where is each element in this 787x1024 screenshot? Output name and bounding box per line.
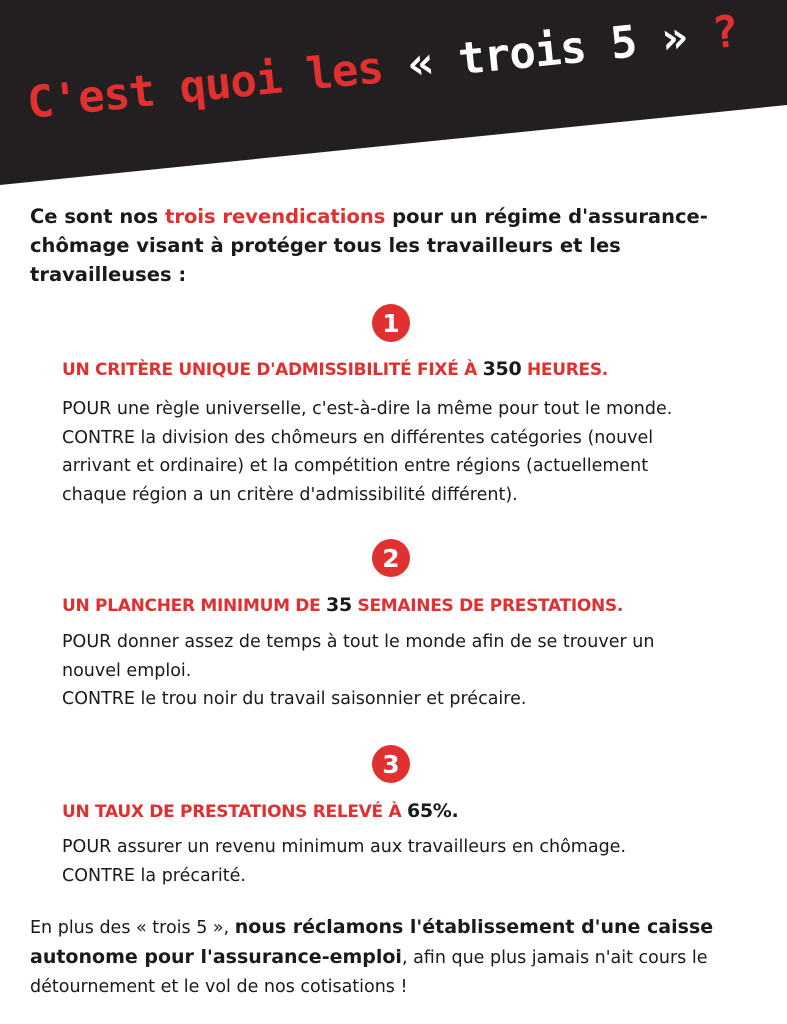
intro-paragraph (30, 202, 760, 289)
heading-value: 35 (326, 594, 352, 616)
heading-text: UN TAUX DE PRESTATIONS RELEVÉ À (62, 802, 407, 822)
heading-text: UN CRITÈRE UNIQUE D'ADMISSIBILITÉ FIXÉ À (62, 360, 483, 380)
heading-value: 350 (482, 358, 522, 380)
title-part2: « trois 5 » (405, 11, 690, 91)
closing-before: En plus des « trois 5 », (30, 918, 235, 938)
body-line: POUR une règle universelle, c'est-à-dire la même pour tout le monde. (62, 399, 673, 419)
section-heading (62, 594, 623, 616)
heading-text: UN PLANCHER MINIMUM DE (62, 596, 327, 616)
body-line: nouvel emploi. (62, 660, 192, 681)
section-body (62, 628, 762, 714)
body-line: chaque région a un critère d'admissibilité différent). (62, 484, 518, 505)
section-heading (62, 358, 608, 380)
body-line: CONTRE la précarité. (62, 865, 246, 886)
closing-bold: nous réclamons l'établissement d'une caisse autonome pour l'assurance-emploi (30, 916, 714, 968)
closing-paragraph (30, 913, 765, 1002)
title-part1: C'est quoi les (24, 42, 386, 129)
intro-highlight: trois revendications (165, 205, 386, 228)
section-number-badge: 3 (372, 745, 410, 783)
heading-text: SEMAINES DE PRESTATIONS. (351, 596, 624, 616)
heading-text: HEURES. (521, 360, 608, 380)
body-line: CONTRE la division des chômeurs en différentes catégories (nouvel (62, 427, 654, 448)
body-line: arrivant et ordinaire) et la compétition entre régions (actuellement (62, 456, 649, 476)
section-number-badge: 2 (372, 539, 410, 577)
closing-after: , afin que plus jamais n'ait cours le détournement et le vol de nos cotisations ! (30, 948, 708, 997)
heading-value: 65%. (406, 800, 459, 822)
section-body (62, 395, 762, 509)
section-body (62, 833, 762, 890)
body-line: POUR assurer un revenu minimum aux travailleurs en chômage. (62, 837, 627, 857)
section-number-badge: 1 (372, 304, 410, 342)
intro-before: Ce sont nos (30, 205, 165, 228)
body-line: POUR donner assez de temps à tout le monde afin de se trouver un (62, 632, 655, 652)
section-heading (62, 800, 458, 822)
title-part3: ? (709, 6, 741, 60)
body-line: CONTRE le trou noir du travail saisonnier et précaire. (62, 689, 527, 709)
intro-after: pour un régime d'assurance-chômage visant à protéger tous les travailleurs et les travailleuses : (30, 205, 708, 286)
